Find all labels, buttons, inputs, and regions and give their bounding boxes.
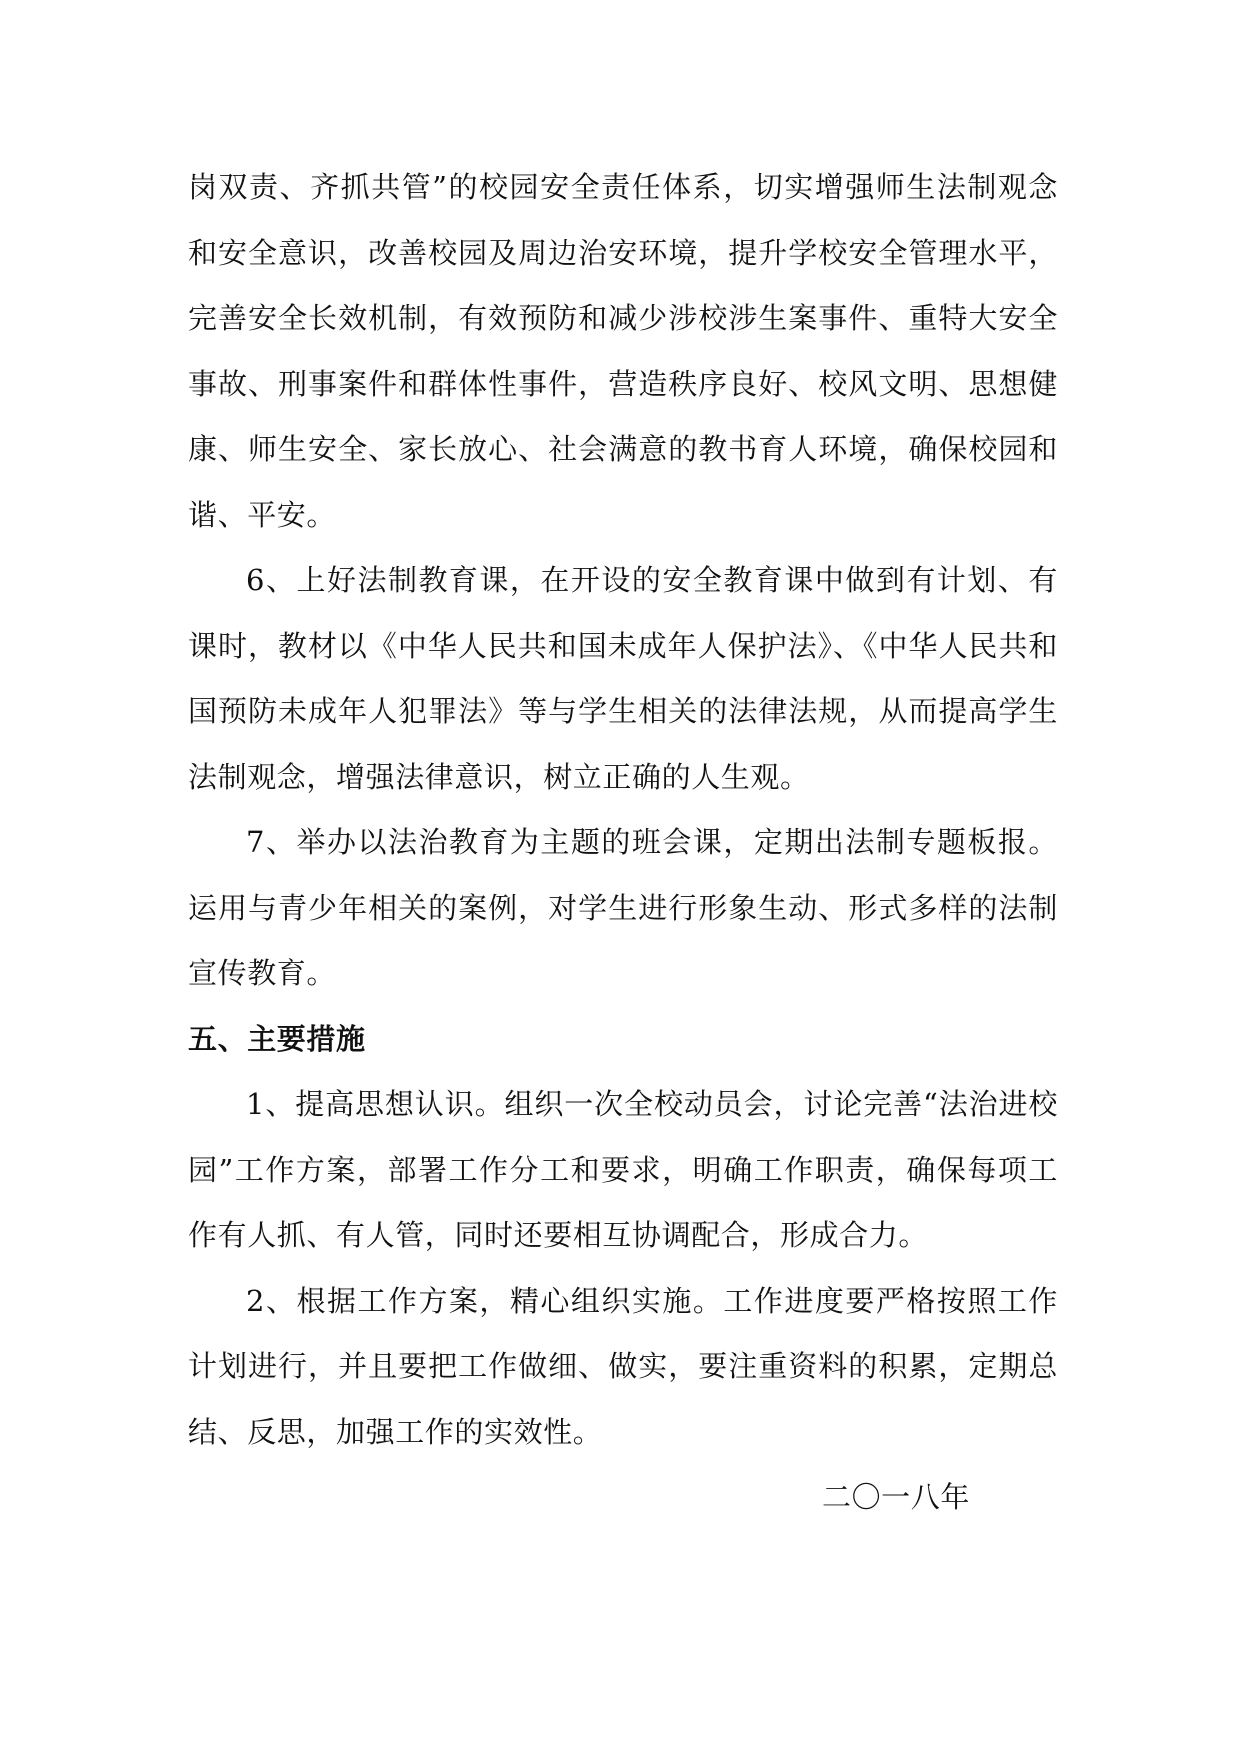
paragraph-item-7: 7、举办以法治教育为主题的班会课，定期出法制专题板报。运用与青少年相关的案例，对学生进行形象生动、形式多样的法制宣传教育。 (188, 825, 1058, 990)
document-date: 二〇一八年 (821, 1480, 970, 1514)
section-heading: 五、主要措施 (188, 1021, 366, 1056)
paragraph-continued: 岗双责、齐抓共管”的校园安全责任体系，切实增强师生法制观念和安全意识，改善校园及周边治安环境，提升学校安全管理水平，完善安全长效机制，有效预防和减少涉校涉生案事件、重特大安全事故、刑事案件和群体性事件，营造秩序良好、校风文明、思想健康、师生安全、家长放心、社会满意的教书育人环境，确保校园和谐、平安。 (188, 170, 1058, 532)
paragraph-item-6: 6、上好法制教育课，在开设的安全教育课中做到有计划、有课时，教材以《中华人民共和国未成年人保护法》、《中华人民共和国预防未成年人犯罪法》等与学生相关的法律法规，从而提高学生法制观念，增强法律意识，树立正确的人生观。 (188, 563, 1058, 794)
measure-item-1: 1、提高思想认识。组织一次全校动员会，讨论完善“法治进校园”工作方案，部署工作分工和要求，明确工作职责，确保每项工作有人抓、有人管，同时还要相互协调配合，形成合力。 (188, 1087, 1058, 1252)
document-body (188, 155, 1058, 1531)
measure-item-2: 2、根据工作方案，精心组织实施。工作进度要严格按照工作计划进行，并且要把工作做细、做实，要注重资料的积累，定期总结、反思，加强工作的实效性。 (188, 1283, 1058, 1449)
